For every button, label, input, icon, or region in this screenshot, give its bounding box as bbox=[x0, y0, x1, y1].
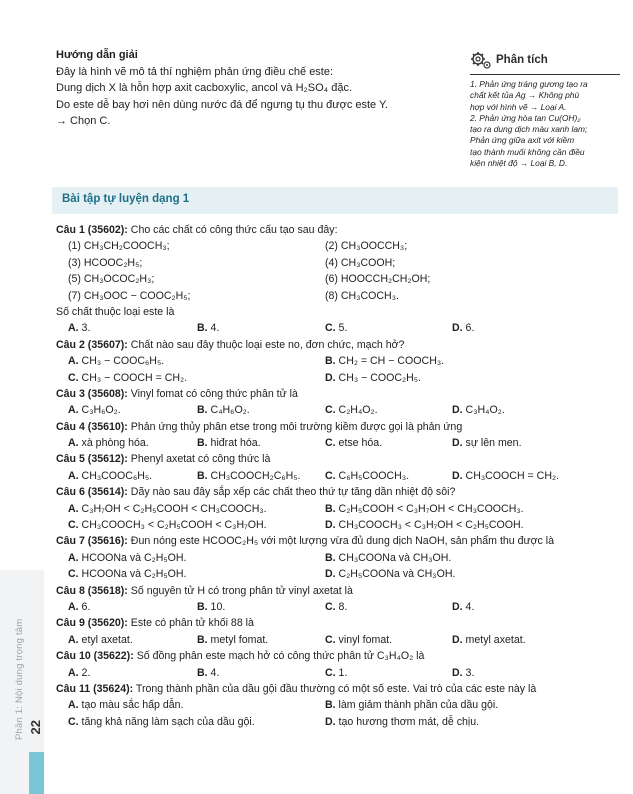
answer-c[interactable]: C. vinyl fomat. bbox=[325, 633, 393, 646]
answer-d[interactable]: D. CH₃COOCH₃ < C₃H₇OH < C₂H₅COOH. bbox=[325, 519, 524, 532]
question-list bbox=[56, 222, 620, 730]
q1-item: (7) CH₃OOC − COOC₂H₅; bbox=[68, 289, 191, 302]
answer-a[interactable]: A. C₃H₇OH < C₂H₅COOH < CH₃COOCH₃. bbox=[68, 502, 267, 515]
question-text: Phenyl axetat có công thức là bbox=[130, 453, 271, 466]
answer-c[interactable]: C. 5. bbox=[325, 322, 348, 335]
answer-b[interactable]: B. 4. bbox=[197, 666, 220, 679]
question-label: Câu 10 (35622): bbox=[56, 650, 134, 663]
q1-item: (5) CH₃OCOC₂H₃; bbox=[68, 273, 155, 286]
answer-c[interactable]: C. C₂H₄O₂. bbox=[325, 404, 378, 417]
answer-a[interactable]: A. etyl axetat. bbox=[68, 633, 133, 646]
question-1 bbox=[56, 222, 620, 238]
question-3 bbox=[56, 386, 620, 402]
q1-item: (4) CH₃COOH; bbox=[325, 256, 396, 269]
question-label: Câu 2 (35607): bbox=[56, 338, 128, 351]
answer-b[interactable]: B. CH₃COOCH₂C₆H₅. bbox=[197, 469, 301, 482]
question-text: Số nguyên tử H có trong phân tử vinyl axetat là bbox=[130, 584, 353, 597]
q11-answers-row bbox=[56, 714, 620, 730]
analysis-line: 1. Phản ứng tráng gương tạo ra bbox=[470, 79, 588, 89]
answer-a[interactable]: A. xà phòng hóa. bbox=[68, 437, 149, 450]
q1-stem: Số chất thuộc loại este là bbox=[56, 305, 175, 318]
q1-item: (6) HOOCCH₂CH₂OH; bbox=[325, 273, 431, 286]
answer-c[interactable]: C. etse hóa. bbox=[325, 437, 383, 450]
q6-answers-row bbox=[56, 517, 620, 533]
question-label: Câu 5 (35612): bbox=[56, 453, 128, 466]
question-text: Số đồng phân este mạch hở có công thức phân tử C₃H₄O₂ là bbox=[136, 650, 425, 663]
q2-answers-row bbox=[56, 353, 620, 369]
answer-b[interactable]: B. 10. bbox=[197, 600, 226, 613]
question-text: Đun nóng este HCOOC₂H₅ với một lượng vừa đủ dung dịch NaOH, sản phẩm thu được là bbox=[130, 535, 555, 548]
answer-b[interactable]: B. C₂H₅COOH < C₃H₇OH < CH₃COOCH₃. bbox=[325, 502, 524, 515]
question-text: Phản ứng thủy phân etse trong môi trường kiềm được gọi là phản ứng bbox=[130, 420, 463, 433]
q9-answers bbox=[56, 632, 620, 648]
q6-answers-row bbox=[56, 501, 620, 517]
answer-c[interactable]: C. tăng khả năng làm sạch của dầu gội. bbox=[68, 715, 255, 728]
question-2 bbox=[56, 337, 620, 353]
answer-a[interactable]: A. C₃H₆O₂. bbox=[68, 404, 121, 417]
answer-a[interactable]: A. 2. bbox=[68, 666, 91, 679]
answer-d[interactable]: D. 6. bbox=[452, 322, 475, 335]
q1-item: (3) HCOOC₂H₅; bbox=[68, 256, 143, 269]
page-number: 22 bbox=[28, 720, 43, 735]
question-text: Cho các chất có công thức cấu tạo sau đây: bbox=[130, 224, 338, 236]
answer-a[interactable]: A. CH₃COOC₆H₅. bbox=[68, 469, 153, 482]
analysis-line: kiện nhiệt độ → Loại B, D. bbox=[470, 158, 568, 169]
q1-item: (2) CH₃OOCCH₃; bbox=[325, 240, 408, 253]
question-label: Câu 6 (35614): bbox=[56, 486, 128, 499]
q5-answers bbox=[56, 468, 620, 484]
analysis-header bbox=[470, 48, 620, 72]
q4-answers bbox=[56, 435, 620, 451]
answer-b[interactable]: B. 4. bbox=[197, 322, 220, 335]
q10-answers bbox=[56, 665, 620, 681]
answer-b[interactable]: B. làm giảm thành phần của dầu gội. bbox=[325, 699, 499, 712]
analysis-box bbox=[470, 48, 620, 169]
answer-b[interactable]: B. metyl fomat. bbox=[197, 633, 269, 646]
q1-items-row bbox=[56, 271, 620, 287]
analysis-title: Phân tích bbox=[496, 54, 548, 66]
answer-b[interactable]: B. CH₂ = CH − COOCH₃. bbox=[325, 355, 445, 368]
answer-a[interactable]: A. CH₃ − COOC₆H₅. bbox=[68, 355, 165, 368]
q3-answers bbox=[56, 402, 620, 418]
question-label: Câu 1 (35602): bbox=[56, 224, 128, 236]
answer-a[interactable]: A. tạo màu sắc hấp dẫn. bbox=[68, 699, 184, 712]
q2-answers-row bbox=[56, 370, 620, 386]
question-label: Câu 7 (35616): bbox=[56, 535, 128, 548]
answer-d[interactable]: D. CH₃ − COOC₂H₅. bbox=[325, 371, 421, 384]
question-4 bbox=[56, 419, 620, 435]
question-10 bbox=[56, 648, 620, 664]
answer-c[interactable]: C. C₆H₅COOCH₃. bbox=[325, 469, 410, 482]
q8-answers bbox=[56, 599, 620, 615]
q1-item: (8) CH₃COCH₃. bbox=[325, 289, 399, 302]
exercise-title: Bài tập tự luyện dạng 1 bbox=[62, 193, 190, 205]
q1-items-row bbox=[56, 255, 620, 271]
question-text: Chất nào sau đây thuộc loại este no, đơn chức, mạch hở? bbox=[130, 338, 405, 351]
q1-item: (1) CH₃CH₂COOCH₃; bbox=[68, 240, 170, 253]
question-text: Vinyl fomat có công thức phân tử là bbox=[130, 387, 298, 400]
question-label: Câu 9 (35620): bbox=[56, 617, 128, 630]
page-tab-marker bbox=[29, 752, 44, 794]
guide-line: Dung dịch X là hỗn hợp axit cacboxylic, ancol và H₂SO₄ đặc. bbox=[56, 82, 353, 95]
guide-heading: Hướng dẫn giải bbox=[56, 49, 138, 61]
answer-a[interactable]: A. HCOONa và C₂H₅OH. bbox=[68, 551, 187, 564]
q1-answers bbox=[56, 320, 620, 336]
guide-line: Đây là hình vẽ mô tả thí nghiệm phản ứng điều chế este: bbox=[56, 65, 334, 78]
answer-c[interactable]: C. CH₃COOCH₃ < C₂H₅COOH < C₃H₇OH. bbox=[68, 519, 267, 532]
answer-b[interactable]: B. hiđrat hóa. bbox=[197, 437, 261, 450]
question-label: Câu 8 (35618): bbox=[56, 584, 128, 597]
question-7 bbox=[56, 533, 620, 549]
q7-answers-row bbox=[56, 566, 620, 582]
answer-d[interactable]: D. CH₃COOCH = CH₂. bbox=[452, 469, 560, 482]
question-text: Trong thành phần của dầu gội đầu thường có một số este. Vai trò của các este này là bbox=[135, 682, 537, 695]
answer-d[interactable]: D. C₃H₄O₂. bbox=[452, 404, 505, 417]
question-text: Este có phân tử khối 88 là bbox=[130, 617, 254, 630]
answer-d[interactable]: D. 3. bbox=[452, 666, 475, 679]
gear-icon bbox=[470, 50, 492, 70]
question-9 bbox=[56, 615, 620, 631]
question-6 bbox=[56, 484, 620, 500]
solution-guide bbox=[56, 47, 456, 130]
analysis-line: 2. Phản ứng hòa tan Cu(OH)₂ bbox=[470, 112, 581, 123]
answer-d[interactable]: D. C₂H₅COONa và CH₃OH. bbox=[325, 568, 456, 581]
question-text: Dãy nào sau đây sắp xếp các chất theo thứ tự tăng dần nhiệt độ sôi? bbox=[130, 486, 456, 499]
analysis-line: tạo ra dung dịch màu xanh lam; bbox=[470, 124, 588, 135]
answer-c[interactable]: C. CH₃ − COOCH = CH₂. bbox=[68, 371, 188, 384]
question-11 bbox=[56, 681, 620, 697]
analysis-line: hợp với hình vẽ → Loại A. bbox=[470, 101, 567, 112]
exercise-header bbox=[52, 187, 618, 214]
answer-b[interactable]: B. CH₃COONa và CH₃OH. bbox=[325, 551, 452, 564]
question-8 bbox=[56, 583, 620, 599]
answer-d[interactable]: D. sự lên men. bbox=[452, 437, 522, 450]
question-5 bbox=[56, 451, 620, 467]
answer-c[interactable]: C. HCOONa và C₂H₅OH. bbox=[68, 568, 187, 581]
answer-a[interactable]: A. 6. bbox=[68, 600, 91, 613]
analysis-line: Phản ứng giữa axit với kiềm bbox=[470, 135, 575, 146]
answer-b[interactable]: B. C₄H₆O₂. bbox=[197, 404, 250, 417]
question-label: Câu 11 (35624): bbox=[56, 682, 134, 695]
answer-c[interactable]: C. 8. bbox=[325, 600, 348, 613]
answer-d[interactable]: D. tạo hương thơm mát, dễ chịu. bbox=[325, 715, 480, 728]
analysis-line: chất kết tủa Ag → Không phù bbox=[470, 90, 580, 101]
analysis-divider bbox=[470, 74, 620, 75]
answer-d[interactable]: D. 4. bbox=[452, 600, 475, 613]
answer-a[interactable]: A. 3. bbox=[68, 322, 91, 335]
analysis-body bbox=[470, 79, 620, 169]
guide-line: Do este dễ bay hơi nên dùng nước đá để ngưng tụ thu được este Y. bbox=[56, 98, 388, 111]
question-label: Câu 3 (35608): bbox=[56, 387, 128, 400]
q1-items-row bbox=[56, 288, 620, 304]
answer-c[interactable]: C. 1. bbox=[325, 666, 348, 679]
q11-answers-row bbox=[56, 697, 620, 713]
question-label: Câu 4 (35610): bbox=[56, 420, 128, 433]
analysis-line: tạo thành muối không cần điều bbox=[470, 146, 585, 157]
margin-section-label: Phần 1: Nội dung trọng tâm bbox=[14, 618, 25, 740]
guide-answer: → Chọn C. bbox=[56, 115, 111, 128]
q7-answers-row bbox=[56, 550, 620, 566]
q1-items-row bbox=[56, 238, 620, 254]
answer-d[interactable]: D. metyl axetat. bbox=[452, 633, 526, 646]
